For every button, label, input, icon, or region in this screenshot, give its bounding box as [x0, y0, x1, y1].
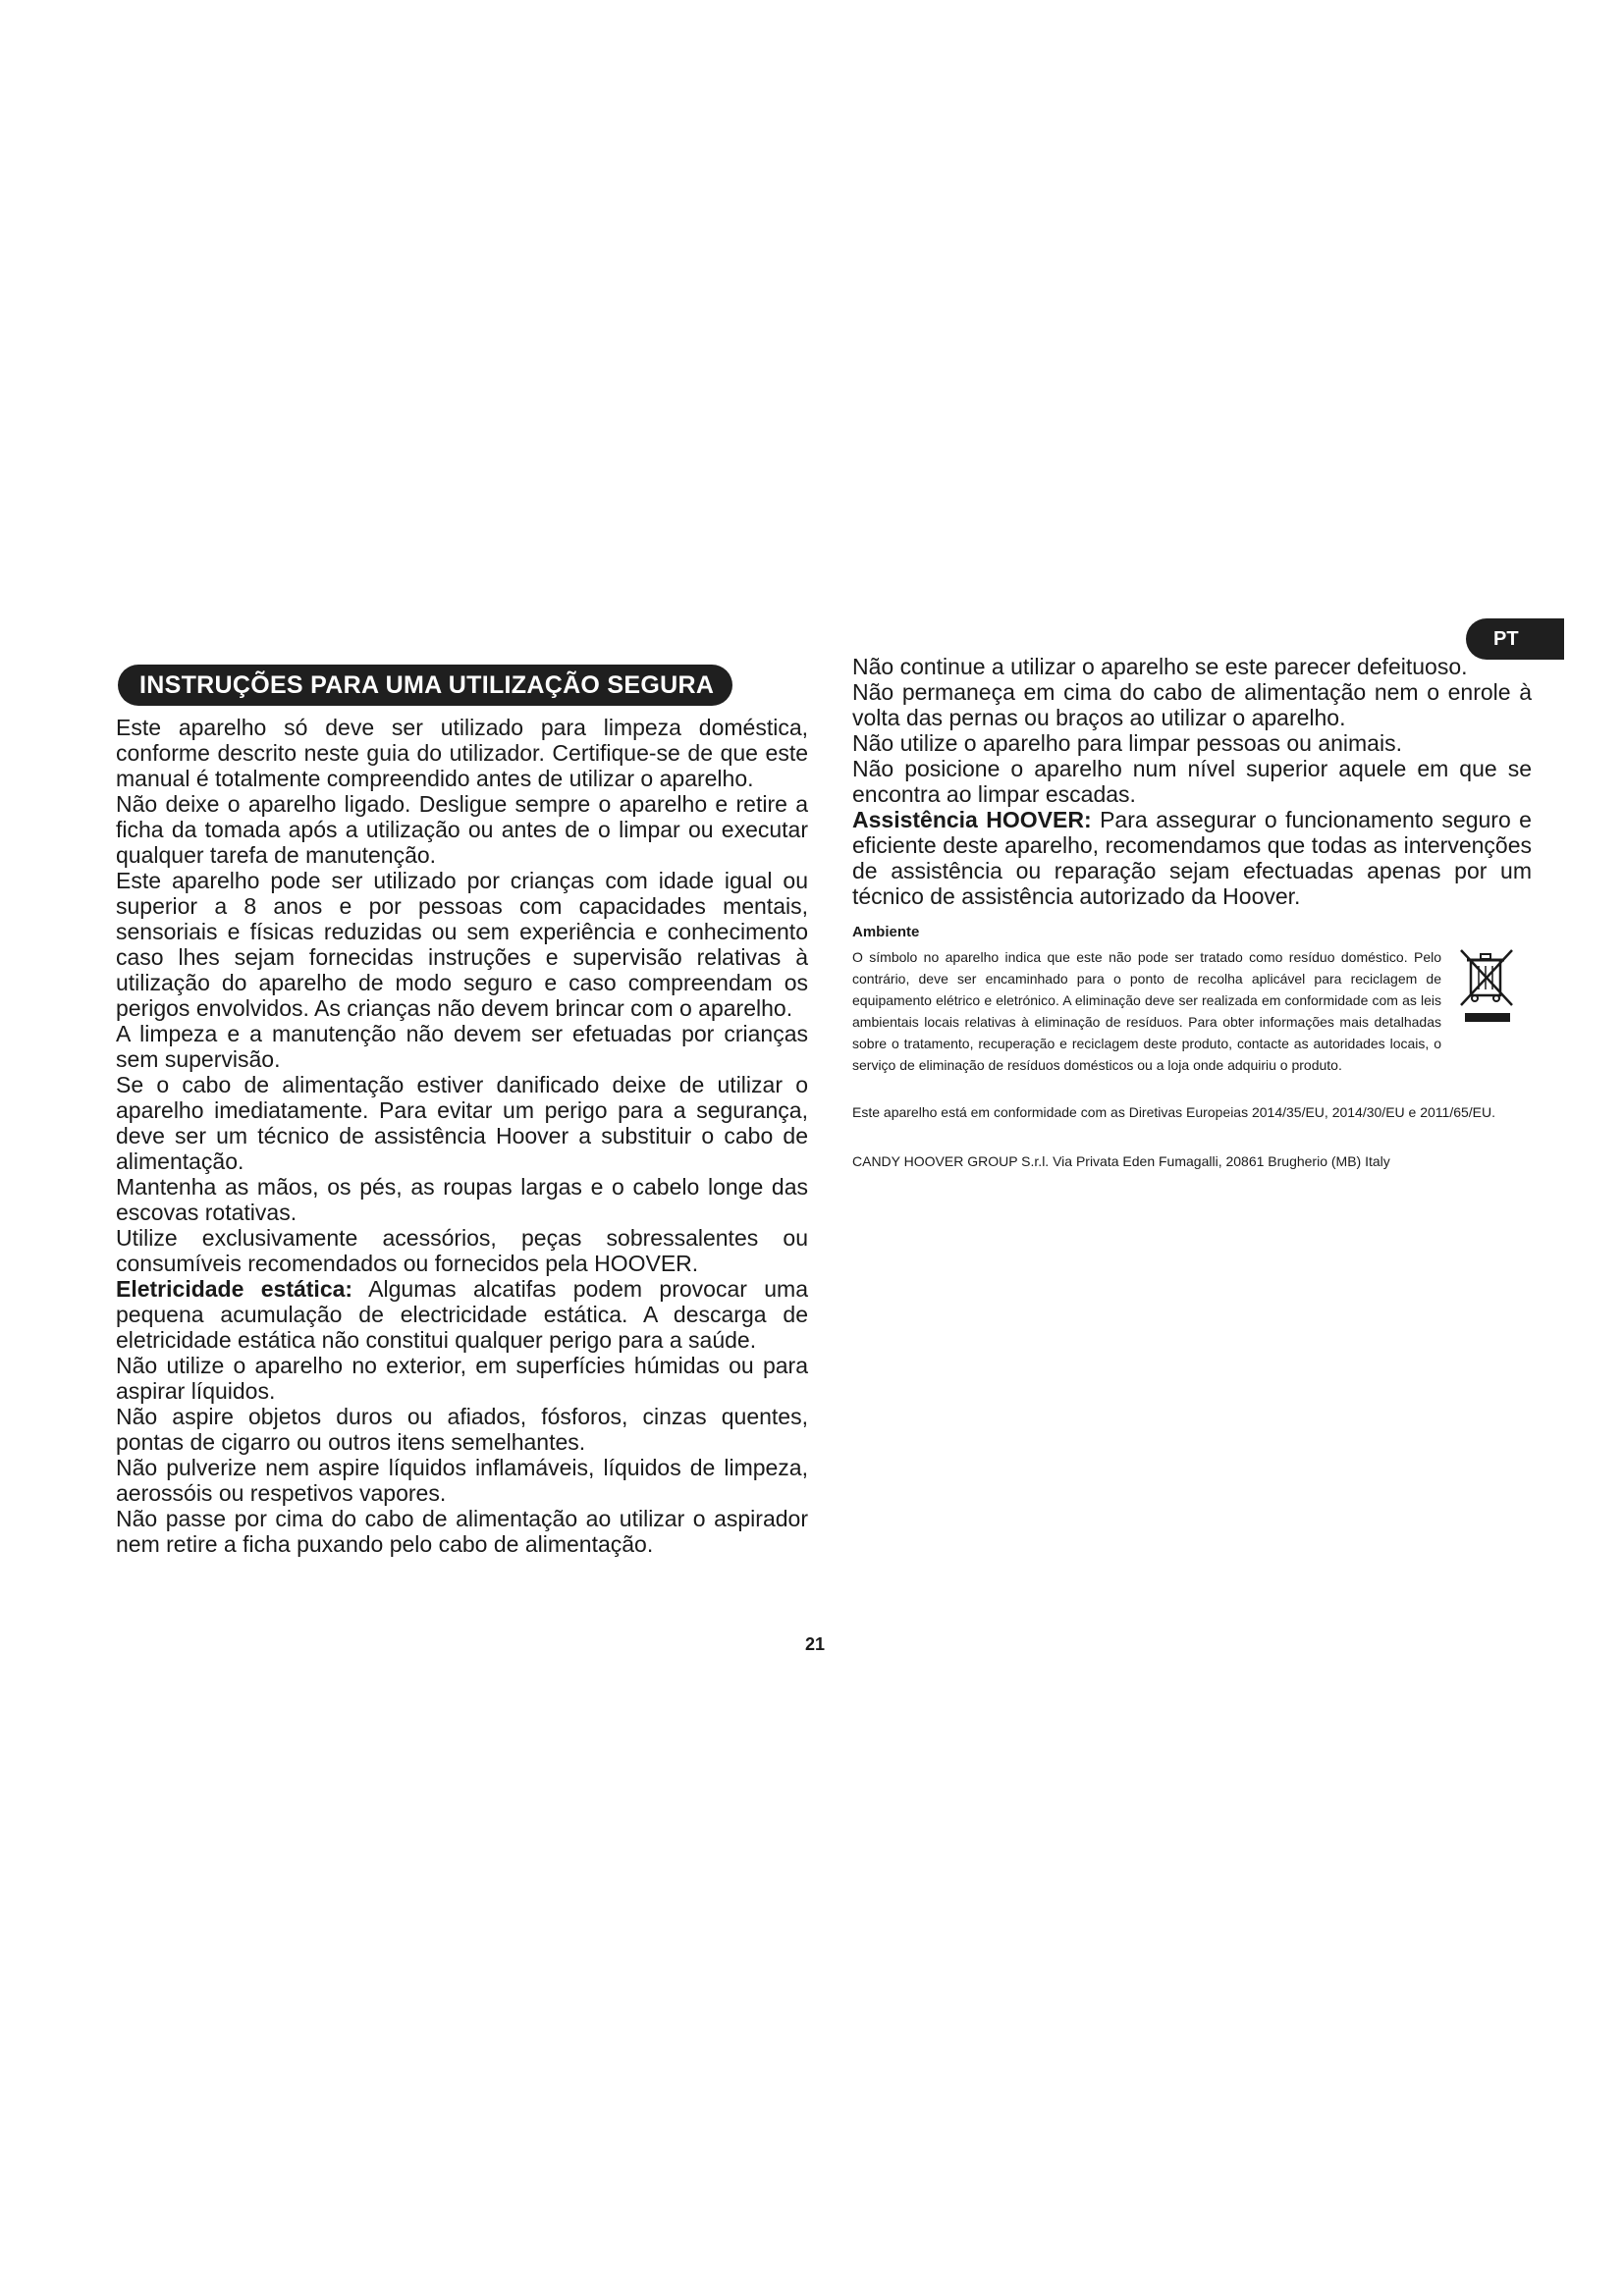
safety-paragraph: Este aparelho pode ser utilizado por crianças com idade igual ou superior a 8 anos e por pessoas com capacidades mentais, sensoriais e físicas reduzidas ou sem experiência e conhecimento caso lhes sejam fornecidas instruções e supervisão relativas à utilização do aparelho de modo seguro e caso compreendam os perigos envolvidos. As crianças não devem brincar com o aparelho. — [116, 868, 808, 1021]
static-electricity-paragraph: Eletricidade estática: Algumas alcatifas podem provocar uma pequena acumulação de electricidade estática. A descarga de eletricidade estática não constitui qualquer perigo para a saúde. — [116, 1276, 809, 1353]
section-title-banner: INSTRUÇÕES PARA UMA UTILIZAÇÃO SEGURA — [118, 665, 732, 706]
right-column — [852, 654, 1532, 1172]
hoover-service-paragraph: Assistência HOOVER: Para assegurar o funcionamento seguro e eficiente deste aparelho, recomendamos que todas as intervenções de assistência ou reparação sejam efectuadas apenas por um técnico de assistência autorizado da Hoover. — [852, 807, 1532, 909]
eu-directive-statement: Este aparelho está em conformidade com as Diretivas Europeias 2014/35/EU, 2014/30/EU e 2011/65/EU. — [852, 1104, 1496, 1120]
safety-paragraph: Não deixe o aparelho ligado. Desligue sempre o aparelho e retire a ficha da tomada após a utilização ou antes de o limpar ou executar qualquer tarefa de manutenção. — [116, 791, 808, 868]
safety-paragraph: Mantenha as mãos, os pés, as roupas largas e o cabelo longe das escovas rotativas. — [116, 1174, 808, 1225]
safety-paragraph: Não permaneça em cima do cabo de alimentação nem o enrole à volta das pernas ou braços ao utilizar o aparelho. — [852, 679, 1532, 730]
safety-paragraph: Não passe por cima do cabo de alimentação ao utilizar o aspirador nem retire a ficha puxando pelo cabo de alimentação. — [116, 1506, 808, 1557]
safety-paragraph: Se o cabo de alimentação estiver danificado deixe de utilizar o aparelho imediatamente. Para evitar um perigo para a segurança, deve ser um técnico de assistência Hoover a substituir o cabo de alimentação. — [116, 1072, 808, 1174]
crossed-out-wheelie-bin-icon — [1457, 948, 1516, 1027]
safety-paragraph: Este aparelho só deve ser utilizado para limpeza doméstica, conforme descrito neste guia do utilizador. Certifique-se de que este manual é totalmente compreendido antes de utilizar o aparelho. — [116, 715, 808, 791]
safety-paragraph: Não aspire objetos duros ou afiados, fósforos, cinzas quentes, pontas de cigarro ou outros itens semelhantes. — [116, 1404, 808, 1455]
environment-section — [852, 923, 1510, 1076]
static-electricity-lead: Eletricidade estática: — [116, 1276, 353, 1302]
safety-paragraph: Não utilize o aparelho no exterior, em superfícies húmidas ou para aspirar líquidos. — [116, 1353, 808, 1404]
environment-body: O símbolo no aparelho indica que este não pode ser tratado como resíduo doméstico. Pelo contrário, deve ser encaminhado para o ponto de recolha aplicável para reciclagem de equipamento elétrico e eletrónico. A eliminação deve ser realizada em conformidade com as leis ambientais locais relativas à eliminação de resíduos. Para obter informações mais detalhadas sobre o tratamento, recuperação e reciclagem deste produto, contacte as autoridades locais, o serviço de eliminação de resíduos domésticos ou a loja onde adquiriu o produto. — [852, 946, 1510, 1076]
safety-paragraph: A limpeza e a manutenção não devem ser efetuadas por crianças sem supervisão. — [116, 1021, 808, 1072]
safety-paragraph: Não posicione o aparelho num nível superior aquele em que se encontra ao limpar escadas. — [852, 756, 1532, 807]
safety-paragraph: Não utilize o aparelho para limpar pessoas ou animais. — [852, 730, 1402, 756]
environment-heading: Ambiente — [852, 924, 920, 940]
left-column — [116, 715, 808, 1557]
safety-paragraph: Não pulverize nem aspire líquidos inflamáveis, líquidos de limpeza, aerossóis ou respetivos vapores. — [116, 1455, 808, 1506]
page-number: 21 — [805, 1634, 826, 1654]
safety-paragraph: Não continue a utilizar o aparelho se este parecer defeituoso. — [852, 654, 1468, 679]
language-tab: PT — [1466, 618, 1564, 660]
safety-paragraph: Utilize exclusivamente acessórios, peças sobressalentes ou consumíveis recomendados ou fornecidos pela HOOVER. — [116, 1225, 808, 1276]
company-address: CANDY HOOVER GROUP S.r.l. Via Privata Eden Fumagalli, 20861 Brugherio (MB) Italy — [852, 1153, 1390, 1169]
hoover-service-lead: Assistência HOOVER: — [852, 807, 1092, 832]
